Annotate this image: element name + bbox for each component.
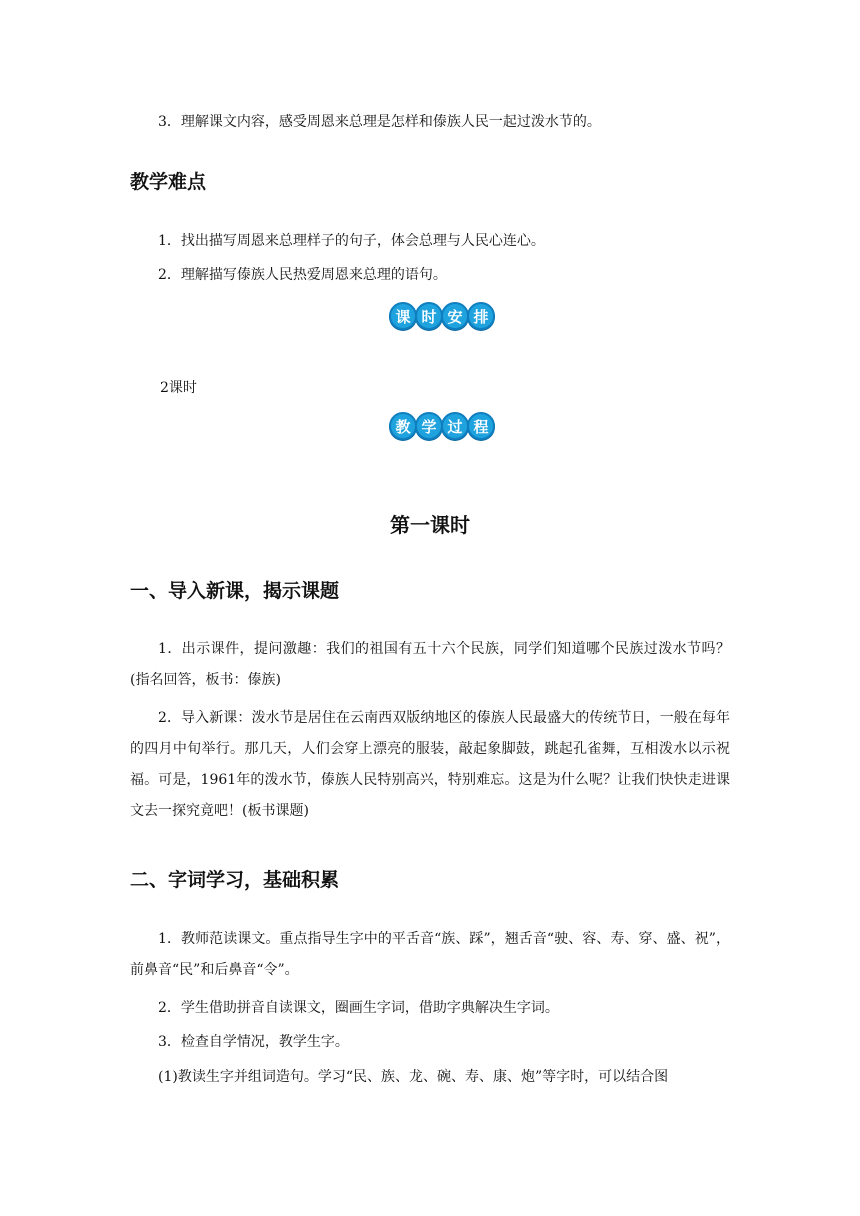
schedule-badge-char: 排 — [467, 302, 495, 330]
schedule-badge-char: 时 — [415, 302, 443, 330]
objective-item-3: 3．理解课文内容，感受周恩来总理是怎样和傣族人民一起过泼水节的。 — [158, 114, 601, 130]
section2-heading: 二、字词学习，基础积累 — [130, 869, 340, 891]
schedule-badge-char: 课 — [389, 302, 417, 330]
process-badge-char: 程 — [467, 412, 495, 440]
section2-paragraph-3: 3．检查自学情况，教学生字。 — [158, 1034, 349, 1050]
process-badge-char: 学 — [415, 412, 443, 440]
process-badge — [389, 411, 493, 441]
section2-paragraph-2: 2．学生借助拼音自读课文，圈画生字词，借助字典解决生字词。 — [158, 1000, 559, 1016]
process-badge-char: 教 — [389, 412, 417, 440]
schedule-text: 2课时 — [160, 380, 197, 396]
lesson-title: 第一课时 — [390, 513, 470, 537]
section2-paragraph-4: (1)教读生字并组词造句。学习“民、族、龙、碗、寿、康、炮”等字时，可以结合图 — [158, 1069, 669, 1085]
schedule-badge — [389, 301, 493, 331]
difficulties-heading: 教学难点 — [130, 171, 207, 193]
schedule-badge-char: 安 — [441, 302, 469, 330]
difficulty-item-2: 2．理解描写傣族人民热爱周恩来总理的语句。 — [158, 267, 447, 283]
section1-paragraph-2: 2．导入新课：泼水节是居住在云南西双版纳地区的傣族人民最盛大的传统节日，一般在每年的四月中旬举行。那几天，人们会穿上漂亮的服装，敲起象脚鼓，跳起孔雀舞，互相泼水以示祝福。可是，1961年的泼水节，傣族人民特别高兴，特别难忘。这是为什么呢？让我们快快走进课文去一探究竟吧！(板书课题) — [130, 710, 730, 819]
process-badge-char: 过 — [441, 412, 469, 440]
section1-paragraph-1: 1．出示课件，提问激趣：我们的祖国有五十六个民族，同学们知道哪个民族过泼水节吗？(指名回答，板书：傣族) — [130, 641, 730, 688]
section2-paragraph-1: 1．教师范读课文。重点指导生字中的平舌音“族、踩”，翘舌音“驶、容、寿、穿、盛、祝”，前鼻音“民”和后鼻音“令”。 — [130, 931, 730, 978]
section1-heading: 一、导入新课，揭示课题 — [130, 580, 340, 602]
difficulty-item-1: 1．找出描写周恩来总理样子的句子，体会总理与人民心连心。 — [158, 233, 545, 249]
